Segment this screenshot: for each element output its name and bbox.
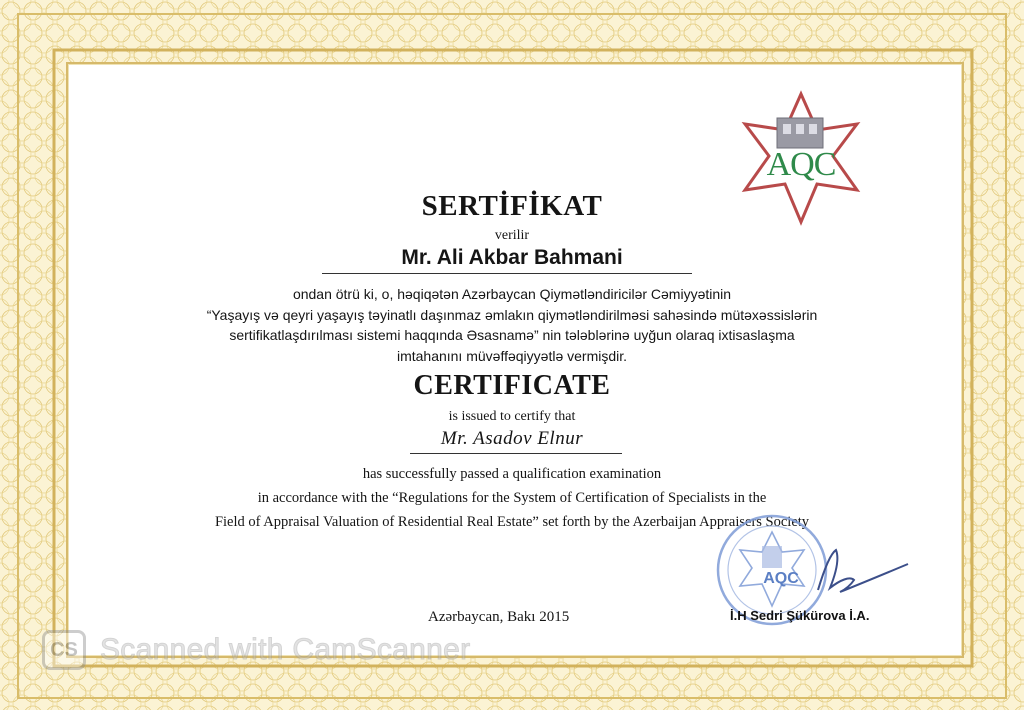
body-en-line: in accordance with the “Regulations for the System of Certification of Specialists in the [257,490,767,506]
stamp-text: AQC [763,570,799,587]
signer-name: İ.H Sedri Şükürova İ.A. [730,608,870,623]
body-az-line: ondan ötrü ki, o, həqiqətən Azərbaycan Qiymətləndiricilər Cəmiyyətinin [292,286,732,302]
body-az-line: sertifikatlaşdırılması sistemi haqqında Əsasnamə” nin tələblərinə uyğun olaraq ixtisaslaşma [229,327,795,343]
camscanner-icon: CS [42,630,86,670]
signature [780,540,920,600]
body-az-line: “Yaşayış və qeyri yaşayış təyinatlı daşınmaz əmlakın qiymətləndirilməsi sahəsində mütəxəssislərin [206,306,818,323]
issued-label-en: is issued to certify that [448,409,576,424]
watermark-text: Scanned with CamScanner [100,633,471,666]
body-en [0,462,1024,534]
logo-text: AQC [766,146,836,183]
recipient-underline-en [410,453,622,454]
heading-en: CERTIFICATE [413,370,611,401]
recipient-name-en: Mr. Asadov Elnur [440,428,584,449]
place-date: Azərbaycan, Bakı 2015 [428,609,570,625]
recipient-name-az: Mr. Ali Akbar Bahmani [401,246,623,269]
recipient-underline-az [322,273,692,274]
issued-label-az: verilir [494,228,530,243]
heading-az: SERTİFİKAT [421,190,603,222]
body-az [0,284,1024,366]
camscanner-watermark [42,628,470,672]
body-en-line: Field of Appraisal Valuation of Residential Real Estate” set forth by the Azerbaijan Appraisers Society [214,514,810,530]
body-en-line: has successfully passed a qualification examination [362,466,662,482]
body-az-line: imtahanını müvəffəqiyyətlə vermişdir. [396,347,628,364]
